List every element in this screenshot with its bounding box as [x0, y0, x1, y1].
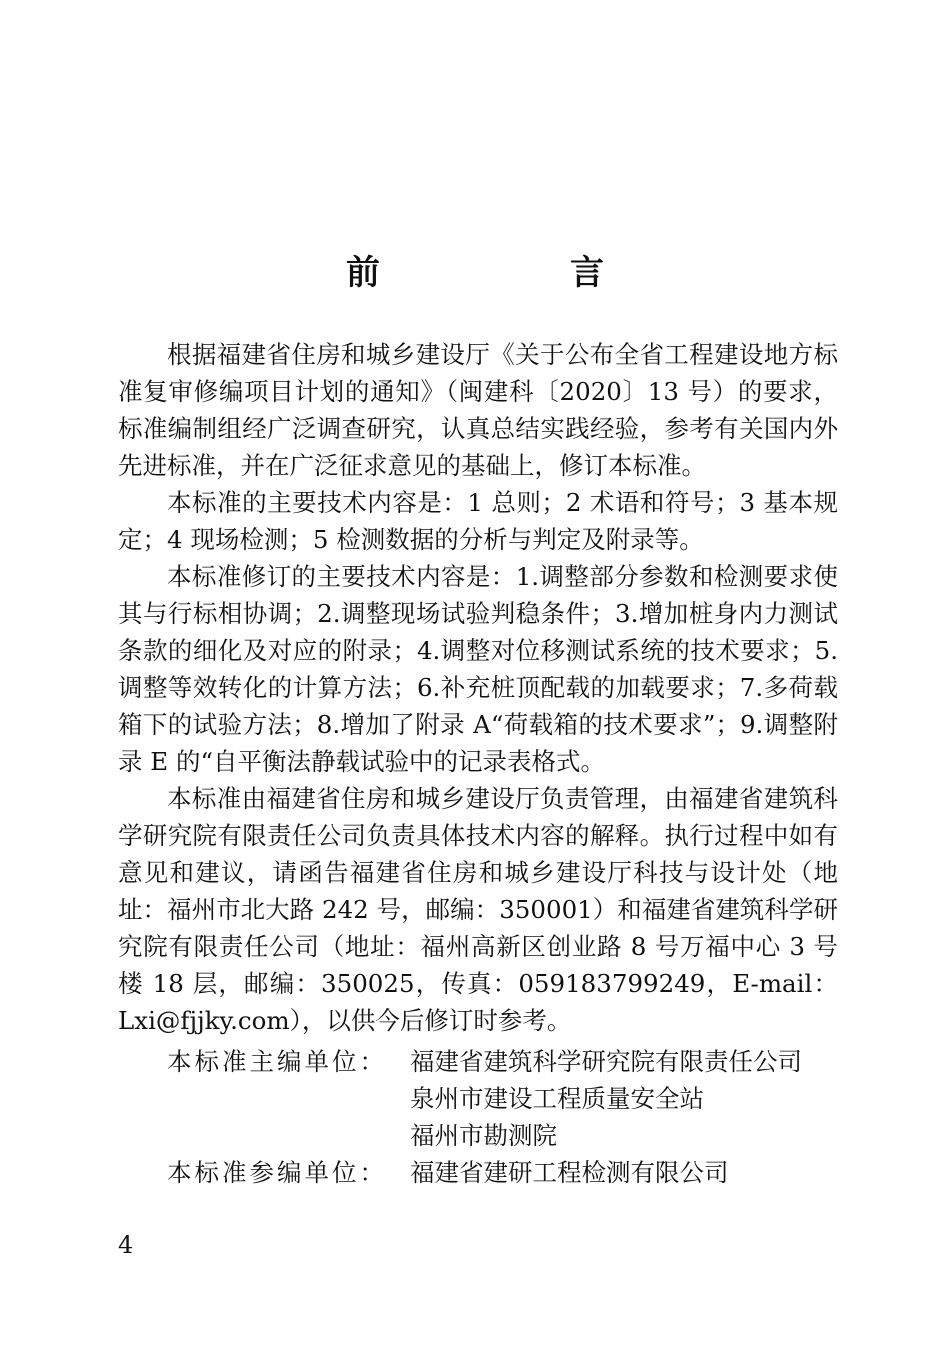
- chief-units-list: [410, 1043, 802, 1154]
- page-title: 前 言: [346, 253, 682, 293]
- chief-units-row: [118, 1043, 838, 1154]
- chief-unit-name: 福建省建筑科学研究院有限责任公司: [410, 1047, 802, 1076]
- participating-units-label: 本标准参编单位：: [167, 1158, 387, 1187]
- participating-units-list: [410, 1154, 729, 1191]
- paragraph-main-content: 本标准的主要技术内容是：1 总则；2 术语和符号；3 基本规定；4 现场检测；5 检测数据的分析与判定及附录等。: [118, 488, 838, 554]
- chief-unit-name: 福州市勘测院: [410, 1121, 557, 1150]
- chief-unit-name: 泉州市建设工程质量安全站: [410, 1084, 704, 1113]
- participating-unit-name: 福建省建研工程检测有限公司: [410, 1158, 729, 1187]
- participating-units-row: [118, 1154, 838, 1191]
- paragraph-management: 本标准由福建省住房和城乡建设厅负责管理，由福建省建筑科学研究院有限责任公司负责具体技术内容的解释。执行过程中如有意见和建议，请函告福建省住房和城乡建设厅科技与设计处（地址：福州市北大路 242 号，邮编：350001）和福建省建筑科学研究院有限责任公司（地址：福州高新区创业路 8 号万福中心 3 号楼 18 层，邮编：350025，传真：059183799249，E-mail：Lxi@fjjky.com），以供今后修订时参考。: [118, 784, 838, 1035]
- page-number: 4: [118, 1231, 134, 1259]
- chief-units-label: 本标准主编单位：: [167, 1047, 387, 1076]
- units-section: [118, 1043, 838, 1191]
- paragraph-revision-content: 本标准修订的主要技术内容是：1.调整部分参数和检测要求使其与行标相协调；2.调整现场试验判稳条件；3.增加桩身内力测试条款的细化及对应的附录；4.调整对位移测试系统的技术要求；5.调整等效转化的计算方法；6.补充桩顶配载的加载要求；7.多荷载箱下的试验方法；8.增加了附录 A“荷载箱的技术要求”；9.调整附录 E 的“自平衡法静载试验中的记录表格式。: [118, 562, 838, 776]
- preface-body: [118, 336, 838, 1191]
- paragraph-background: 根据福建省住房和城乡建设厅《关于公布全省工程建设地方标准复审修编项目计划的通知》（闽建科〔2020〕13 号）的要求，标准编制组经广泛调查研究，认真总结实践经验，参考有关国内外先进标准，并在广泛征求意见的基础上，修订本标准。: [118, 340, 838, 480]
